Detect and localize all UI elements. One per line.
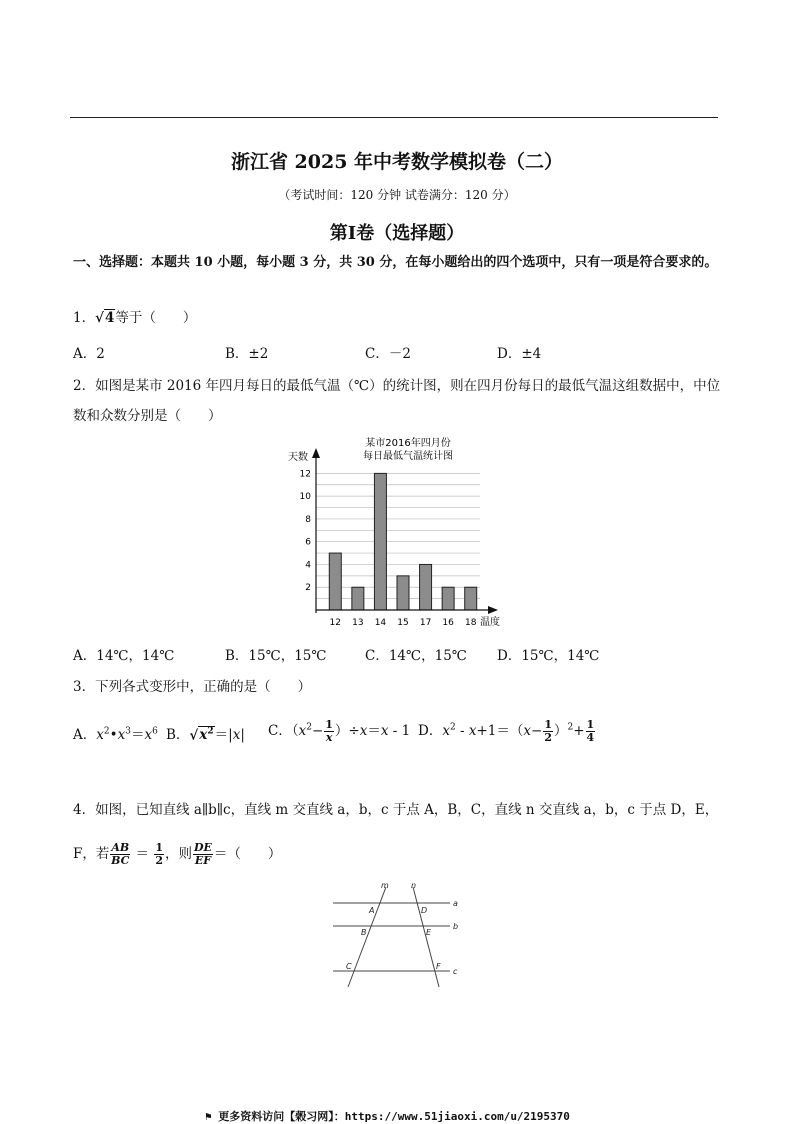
- chart-bar: [352, 587, 364, 610]
- chart-ytick-label: 10: [299, 492, 311, 503]
- q1-text: 等于（ ）: [115, 310, 197, 326]
- exam-title: 浙江省 2025 年中考数学模拟卷（二）: [230, 151, 564, 173]
- footer-link[interactable]: [205, 1108, 570, 1124]
- section-title: 第Ⅰ卷（选择题）: [329, 223, 465, 244]
- q3-c-label: C．: [268, 723, 292, 739]
- chart-xtick-label: 13: [352, 618, 364, 628]
- chart-xtick-label: 15: [397, 618, 409, 628]
- chart-bar: [329, 553, 341, 610]
- q3-option-b[interactable]: B．$√x^2=|x|$: [166, 726, 245, 743]
- q2-option-a[interactable]: A．14℃，14℃: [73, 648, 175, 664]
- point-A: A: [369, 906, 375, 915]
- q3-option-d[interactable]: D．$x^2 - x+1=(x-$ $\frac{1}{2}$ ）$^2$+ $\frac{1}{4}$: [418, 718, 595, 744]
- line-m: [348, 887, 386, 987]
- chart-xtick-label: 16: [442, 618, 454, 628]
- instructions: 一、选择题：本题共 10 小题，每小题 3 分，共 30 分，在每小题给出的四个选项中，只有一项是符合要求的。: [73, 255, 718, 270]
- chart-bar: [420, 564, 432, 610]
- chart-xtick-label: 17: [419, 618, 432, 628]
- q1-option-d[interactable]: D．±4: [497, 346, 542, 362]
- q4-prefix: F，若: [73, 846, 110, 862]
- chart-title-line1: 某市2016年四月份: [365, 438, 451, 449]
- question-1: [73, 306, 196, 326]
- line-n: [413, 887, 439, 987]
- chart-ytick-label: 12: [299, 469, 311, 480]
- chart-xtick-label: 18: [464, 618, 477, 628]
- q2-option-d[interactable]: D．15℃，14℃: [497, 648, 600, 664]
- chart-ytick-label: 6: [305, 537, 311, 548]
- q1-sqrt: √4: [95, 310, 115, 326]
- q4-frac1-num: AB: [111, 841, 130, 854]
- q2-option-b[interactable]: B．15℃，15℃: [225, 648, 327, 664]
- label-c: c: [453, 967, 458, 976]
- chart-ytick-label: 8: [305, 514, 311, 525]
- temperature-bar-chart: [280, 432, 512, 632]
- point-E: E: [426, 928, 432, 937]
- q4-frac1-den: BC: [111, 854, 130, 867]
- chart-bar: [465, 587, 477, 610]
- label-a: a: [453, 899, 458, 908]
- chart-bar: [442, 587, 454, 610]
- parallel-lines-figure: [325, 880, 470, 995]
- q2-line2: 数和众数分别是（ ）: [73, 408, 222, 424]
- chart-y-arrow: [312, 448, 320, 458]
- q2-line1: 2．如图是某市 2016 年四月每日的最低气温（℃）的统计图，则在四月份每日的最低气温这组数据中，中位: [73, 378, 721, 394]
- q1-option-a[interactable]: A．2: [73, 346, 105, 362]
- q3-option-c[interactable]: C．（$x^2-$ $\frac{1}{x}$ ）÷x＝x - 1: [268, 718, 411, 744]
- q3-d-label: D．: [418, 723, 443, 739]
- chart-xtick-label: 12: [329, 618, 342, 628]
- chart-yticks: [300, 469, 312, 593]
- q4-line2: F，若 $\frac{AB}{BC}$ ＝ $\frac{1}{2}$ ，则 $\frac{DE}{EF}$ ＝（ ）: [73, 841, 282, 867]
- chart-xtick-label: 14: [374, 618, 387, 628]
- chart-xticks: [330, 618, 477, 628]
- point-C: C: [346, 962, 352, 971]
- footer-text: 更多资料访问【榖习网】：https://www.51jiaoxi.com/u/2195370: [218, 1110, 570, 1123]
- q4-frac1-val-den: 2: [155, 854, 163, 867]
- chart-title-line2: 每日最低气温统计图: [363, 451, 453, 462]
- chart-ytick-label: 2: [305, 583, 311, 594]
- q4-frac2-num: DE: [193, 841, 212, 854]
- label-b: b: [453, 922, 459, 931]
- q1-option-c[interactable]: C．－2: [365, 346, 411, 362]
- q1-radicand: 4: [104, 310, 115, 326]
- point-F: F: [436, 962, 441, 971]
- chart-bar: [397, 576, 409, 610]
- flag-icon: ⚑: [205, 1110, 219, 1123]
- chart-ylabel: 天数: [288, 452, 308, 463]
- exam-subtitle: （考试时间：120 分钟 试卷满分：120 分）: [278, 188, 516, 202]
- chart-xlabel: 温度: [480, 617, 500, 628]
- label-n: n: [411, 881, 417, 890]
- header-rule: [70, 117, 718, 118]
- q4-frac2-den: EF: [194, 854, 212, 867]
- label-m: m: [381, 881, 389, 890]
- q1-number: 1．: [73, 310, 96, 326]
- q3-option-a[interactable]: A．$x^2•x^3=x^6$: [73, 726, 158, 743]
- point-D: D: [421, 906, 428, 915]
- q4-suffix: ＝（ ）: [213, 846, 282, 862]
- q2-option-c[interactable]: C．14℃，15℃: [365, 648, 467, 664]
- q4-mid: ，则: [164, 846, 192, 862]
- q3-stem: 3．下列各式变形中，正确的是（ ）: [73, 679, 312, 695]
- q4-frac1-val-num: 1: [155, 841, 163, 854]
- q1-option-b[interactable]: B．±2: [225, 346, 269, 362]
- q4-line1: 4．如图，已知直线 a∥b∥c，直线 m 交直线 a，b，c 于点 A，B，C，直线 n 交直线 a，b，c 于点 D，E，: [73, 802, 719, 818]
- chart-x-arrow: [488, 606, 498, 614]
- q3-a-label: A．: [73, 727, 97, 743]
- chart-bar: [374, 473, 386, 610]
- q3-b-label: B．: [166, 727, 190, 743]
- chart-ytick-label: 4: [305, 560, 311, 571]
- point-B: B: [361, 928, 367, 937]
